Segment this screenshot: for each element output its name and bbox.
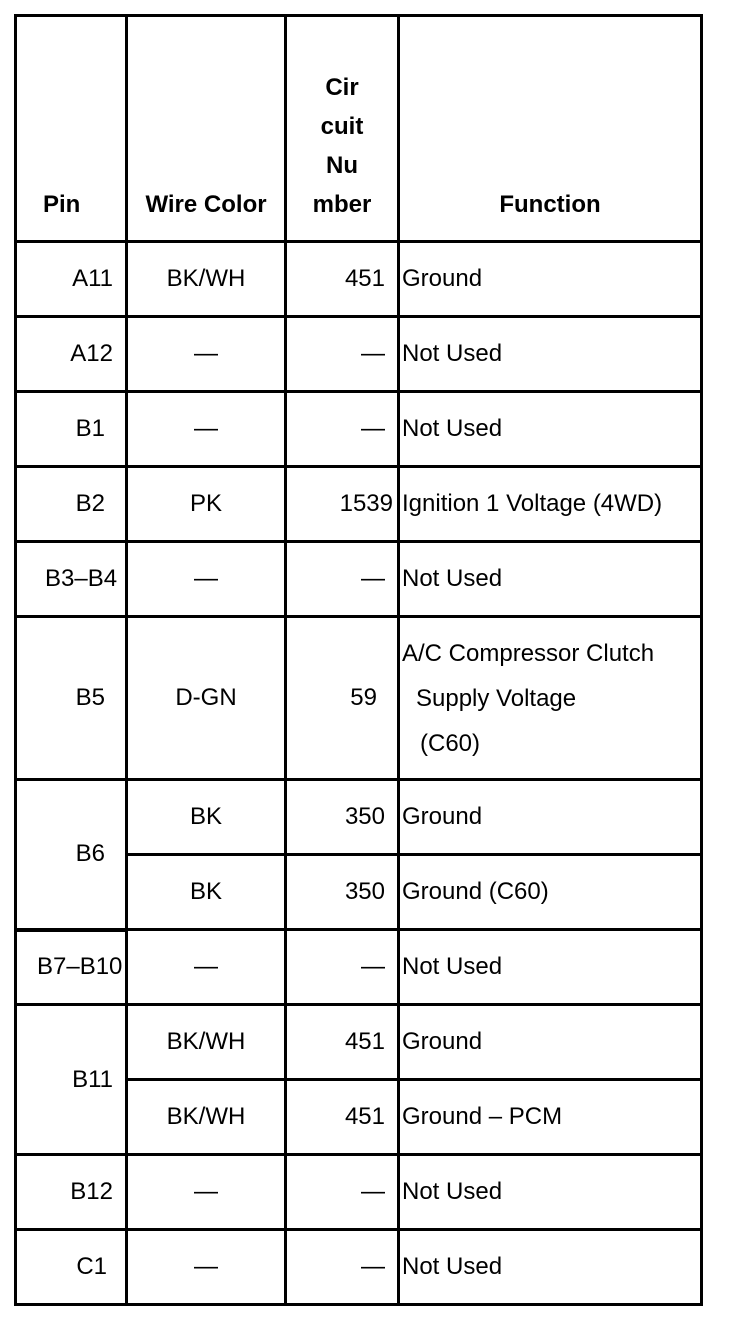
function-line: (C60) — [420, 729, 481, 757]
pinout-table — [14, 14, 703, 1306]
function-cell: Ground (C60) — [399, 855, 702, 930]
wire-color-cell: BK/WH — [127, 1005, 286, 1080]
pin-cell: B6 — [16, 780, 127, 930]
header-function: Function — [399, 16, 702, 242]
pin-cell: C1 — [16, 1230, 127, 1305]
header-wire-color: Wire Color — [127, 16, 286, 242]
wire-color-cell: BK — [127, 780, 286, 855]
pin-cell: B7–B10 — [16, 930, 127, 1005]
header-circuit-number: Cir cuit Nu mber — [286, 16, 399, 242]
circuit-cell: — — [286, 542, 399, 617]
circuit-cell: — — [286, 1155, 399, 1230]
wire-color-cell: — — [127, 1155, 286, 1230]
pin-cell: B12 — [16, 1155, 127, 1230]
circuit-cell: 451 — [286, 242, 399, 317]
table-row — [16, 1155, 702, 1230]
circuit-cell: 451 — [286, 1005, 399, 1080]
wire-color-cell: BK/WH — [127, 242, 286, 317]
circuit-cell: — — [286, 317, 399, 392]
pin-cell: B1 — [16, 392, 127, 467]
function-cell: Ground — [399, 1005, 702, 1080]
table-row — [16, 780, 702, 855]
table-row — [16, 617, 702, 780]
function-cell: Not Used — [399, 930, 702, 1005]
header-pin: Pin — [16, 16, 127, 242]
pin-cell: B5 — [16, 617, 127, 780]
circuit-cell: 350 — [286, 780, 399, 855]
table-row — [16, 467, 702, 542]
function-cell: Not Used — [399, 1230, 702, 1305]
table-row — [16, 317, 702, 392]
function-cell: Not Used — [399, 392, 702, 467]
wire-color-cell: — — [127, 392, 286, 467]
wire-color-cell: BK — [127, 855, 286, 930]
wire-color-cell: BK/WH — [127, 1080, 286, 1155]
pin-cell: B2 — [16, 467, 127, 542]
circuit-cell: 59 — [286, 617, 399, 780]
function-cell: Not Used — [399, 317, 702, 392]
function-cell: Not Used — [399, 1155, 702, 1230]
function-cell: Ignition 1 Voltage (4WD) — [399, 467, 702, 542]
wire-color-cell: — — [127, 1230, 286, 1305]
function-cell: Not Used — [399, 542, 702, 617]
function-cell: Ground – PCM — [399, 1080, 702, 1155]
table-row — [16, 1005, 702, 1080]
wire-color-cell: D-GN — [127, 617, 286, 780]
table-row — [16, 1230, 702, 1305]
function-cell: Ground — [399, 780, 702, 855]
circuit-cell: — — [286, 392, 399, 467]
pin-cell: A11 — [16, 242, 127, 317]
circuit-cell: — — [286, 1230, 399, 1305]
function-cell: Ground — [399, 242, 702, 317]
header-row — [16, 16, 702, 242]
circuit-cell: 350 — [286, 855, 399, 930]
function-cell — [399, 617, 702, 780]
function-line: Supply Voltage — [416, 684, 577, 712]
circuit-cell: 1539 — [286, 467, 399, 542]
wire-color-cell: PK — [127, 467, 286, 542]
table-row — [16, 242, 702, 317]
circuit-cell: 451 — [286, 1080, 399, 1155]
wire-color-cell: — — [127, 930, 286, 1005]
wire-color-cell: — — [127, 317, 286, 392]
pin-cell: A12 — [16, 317, 127, 392]
table-row — [16, 542, 702, 617]
pin-cell: B11 — [16, 1005, 127, 1155]
wire-color-cell: — — [127, 542, 286, 617]
function-line: A/C Compressor Clutch — [402, 639, 655, 667]
pin-cell: B3–B4 — [16, 542, 127, 617]
circuit-cell: — — [286, 930, 399, 1005]
table-row — [16, 392, 702, 467]
table-row — [16, 930, 702, 1005]
